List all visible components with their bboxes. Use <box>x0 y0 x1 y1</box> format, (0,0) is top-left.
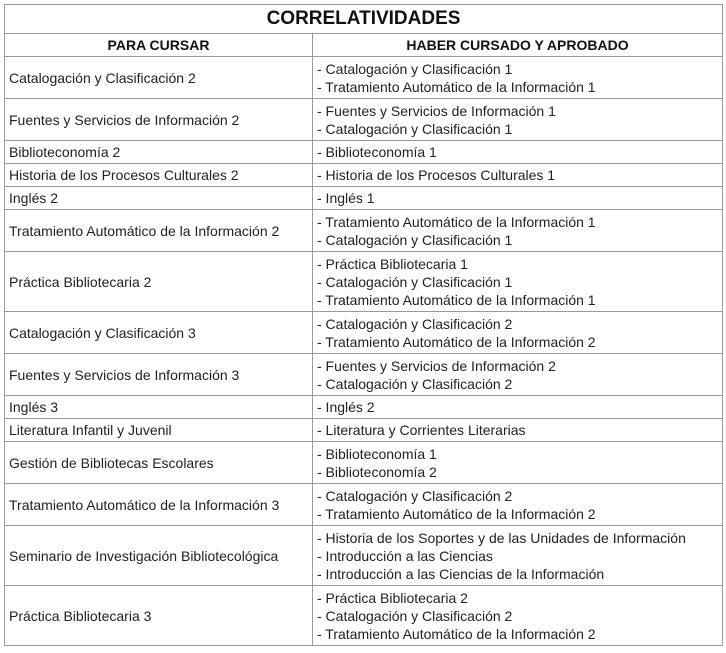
requirements-cell <box>313 252 723 312</box>
subject-cell: Gestión de Bibliotecas Escolares <box>5 442 313 484</box>
subject-cell: Catalogación y Clasificación 2 <box>5 57 313 99</box>
table-row <box>5 210 723 252</box>
requirement-item: - Catalogación y Clasificación 2 <box>317 487 513 504</box>
table-row <box>5 419 723 442</box>
correlatividades-table <box>4 4 723 646</box>
subject-cell: Historia de los Procesos Culturales 2 <box>5 164 313 187</box>
requirement-item: - Introducción a las Ciencias <box>317 547 493 564</box>
requirements-cell <box>313 99 723 141</box>
requirement-item: - Historia de los Soportes y de las Unidades de Información <box>317 529 686 546</box>
requirements-cell <box>313 210 723 252</box>
subject-cell: Inglés 2 <box>5 187 313 210</box>
subject-cell: Tratamiento Automático de la Información 2 <box>5 210 313 252</box>
requirement-item: - Inglés 1 <box>317 190 375 206</box>
title-row <box>5 5 723 34</box>
header-row <box>5 34 723 57</box>
requirements-cell <box>313 57 723 99</box>
table-row <box>5 141 723 164</box>
requirement-item: - Literatura y Corrientes Literarias <box>317 422 526 438</box>
requirement-item: - Tratamiento Automático de la Información 2 <box>317 333 596 350</box>
table-row <box>5 442 723 484</box>
table-row <box>5 354 723 396</box>
correlatividades-panel <box>4 4 723 646</box>
table-title: CORRELATIVIDADES <box>5 5 723 34</box>
requirement-item: - Tratamiento Automático de la Información 2 <box>317 505 596 522</box>
requirement-item: - Tratamiento Automático de la Información 1 <box>317 291 596 308</box>
requirement-item: - Catalogación y Clasificación 1 <box>317 231 513 248</box>
subject-cell: Literatura Infantil y Juvenil <box>5 419 313 442</box>
table-body <box>5 57 723 646</box>
requirement-item: - Catalogación y Clasificación 1 <box>317 60 513 77</box>
table-row <box>5 252 723 312</box>
requirement-item: - Tratamiento Automático de la Información 1 <box>317 213 596 230</box>
table-row <box>5 396 723 419</box>
requirement-item: - Catalogación y Clasificación 1 <box>317 273 513 290</box>
requirements-cell <box>313 442 723 484</box>
subject-cell: Fuentes y Servicios de Información 3 <box>5 354 313 396</box>
requirement-item: - Introducción a las Ciencias de la Información <box>317 565 605 582</box>
requirements-cell <box>313 484 723 526</box>
subject-cell: Práctica Bibliotecaria 2 <box>5 252 313 312</box>
subject-cell: Fuentes y Servicios de Información 2 <box>5 99 313 141</box>
requirements-cell <box>313 526 723 586</box>
requirement-item: - Inglés 2 <box>317 399 375 415</box>
requirements-cell <box>313 586 723 646</box>
requirement-item: - Fuentes y Servicios de Información 1 <box>317 102 556 119</box>
requirement-item: - Historia de los Procesos Culturales 1 <box>317 167 556 183</box>
requirement-item: - Catalogación y Clasificación 2 <box>317 315 513 332</box>
requirements-cell <box>313 396 723 419</box>
table-row <box>5 526 723 586</box>
requirement-item: - Tratamiento Automático de la Información 1 <box>317 78 596 95</box>
table-row <box>5 484 723 526</box>
requirement-item: - Catalogación y Clasificación 1 <box>317 120 513 137</box>
requirements-cell <box>313 419 723 442</box>
table-row <box>5 586 723 646</box>
requirement-item: - Catalogación y Clasificación 2 <box>317 607 513 624</box>
requirement-item: - Fuentes y Servicios de Información 2 <box>317 357 556 374</box>
table-row <box>5 312 723 354</box>
subject-cell: Práctica Bibliotecaria 3 <box>5 586 313 646</box>
subject-cell: Tratamiento Automático de la Información 3 <box>5 484 313 526</box>
table-row <box>5 164 723 187</box>
requirements-cell <box>313 164 723 187</box>
subject-cell: Seminario de Investigación Bibliotecológica <box>5 526 313 586</box>
requirements-cell <box>313 141 723 164</box>
column-header-haber-cursado: HABER CURSADO Y APROBADO <box>313 34 723 57</box>
requirements-cell <box>313 312 723 354</box>
requirement-item: - Práctica Bibliotecaria 1 <box>317 255 468 272</box>
requirement-item: - Catalogación y Clasificación 2 <box>317 375 513 392</box>
requirement-item: - Biblioteconomía 1 <box>317 445 437 462</box>
requirements-cell <box>313 187 723 210</box>
subject-cell: Catalogación y Clasificación 3 <box>5 312 313 354</box>
requirement-item: - Biblioteconomía 2 <box>317 463 437 480</box>
requirement-item: - Práctica Bibliotecaria 2 <box>317 589 468 606</box>
subject-cell: Inglés 3 <box>5 396 313 419</box>
column-header-para-cursar: PARA CURSAR <box>5 34 313 57</box>
requirements-cell <box>313 354 723 396</box>
table-row <box>5 187 723 210</box>
table-row <box>5 99 723 141</box>
requirement-item: - Tratamiento Automático de la Información 2 <box>317 625 596 642</box>
requirement-item: - Biblioteconomía 1 <box>317 144 437 160</box>
table-row <box>5 57 723 99</box>
subject-cell: Biblioteconomía 2 <box>5 141 313 164</box>
